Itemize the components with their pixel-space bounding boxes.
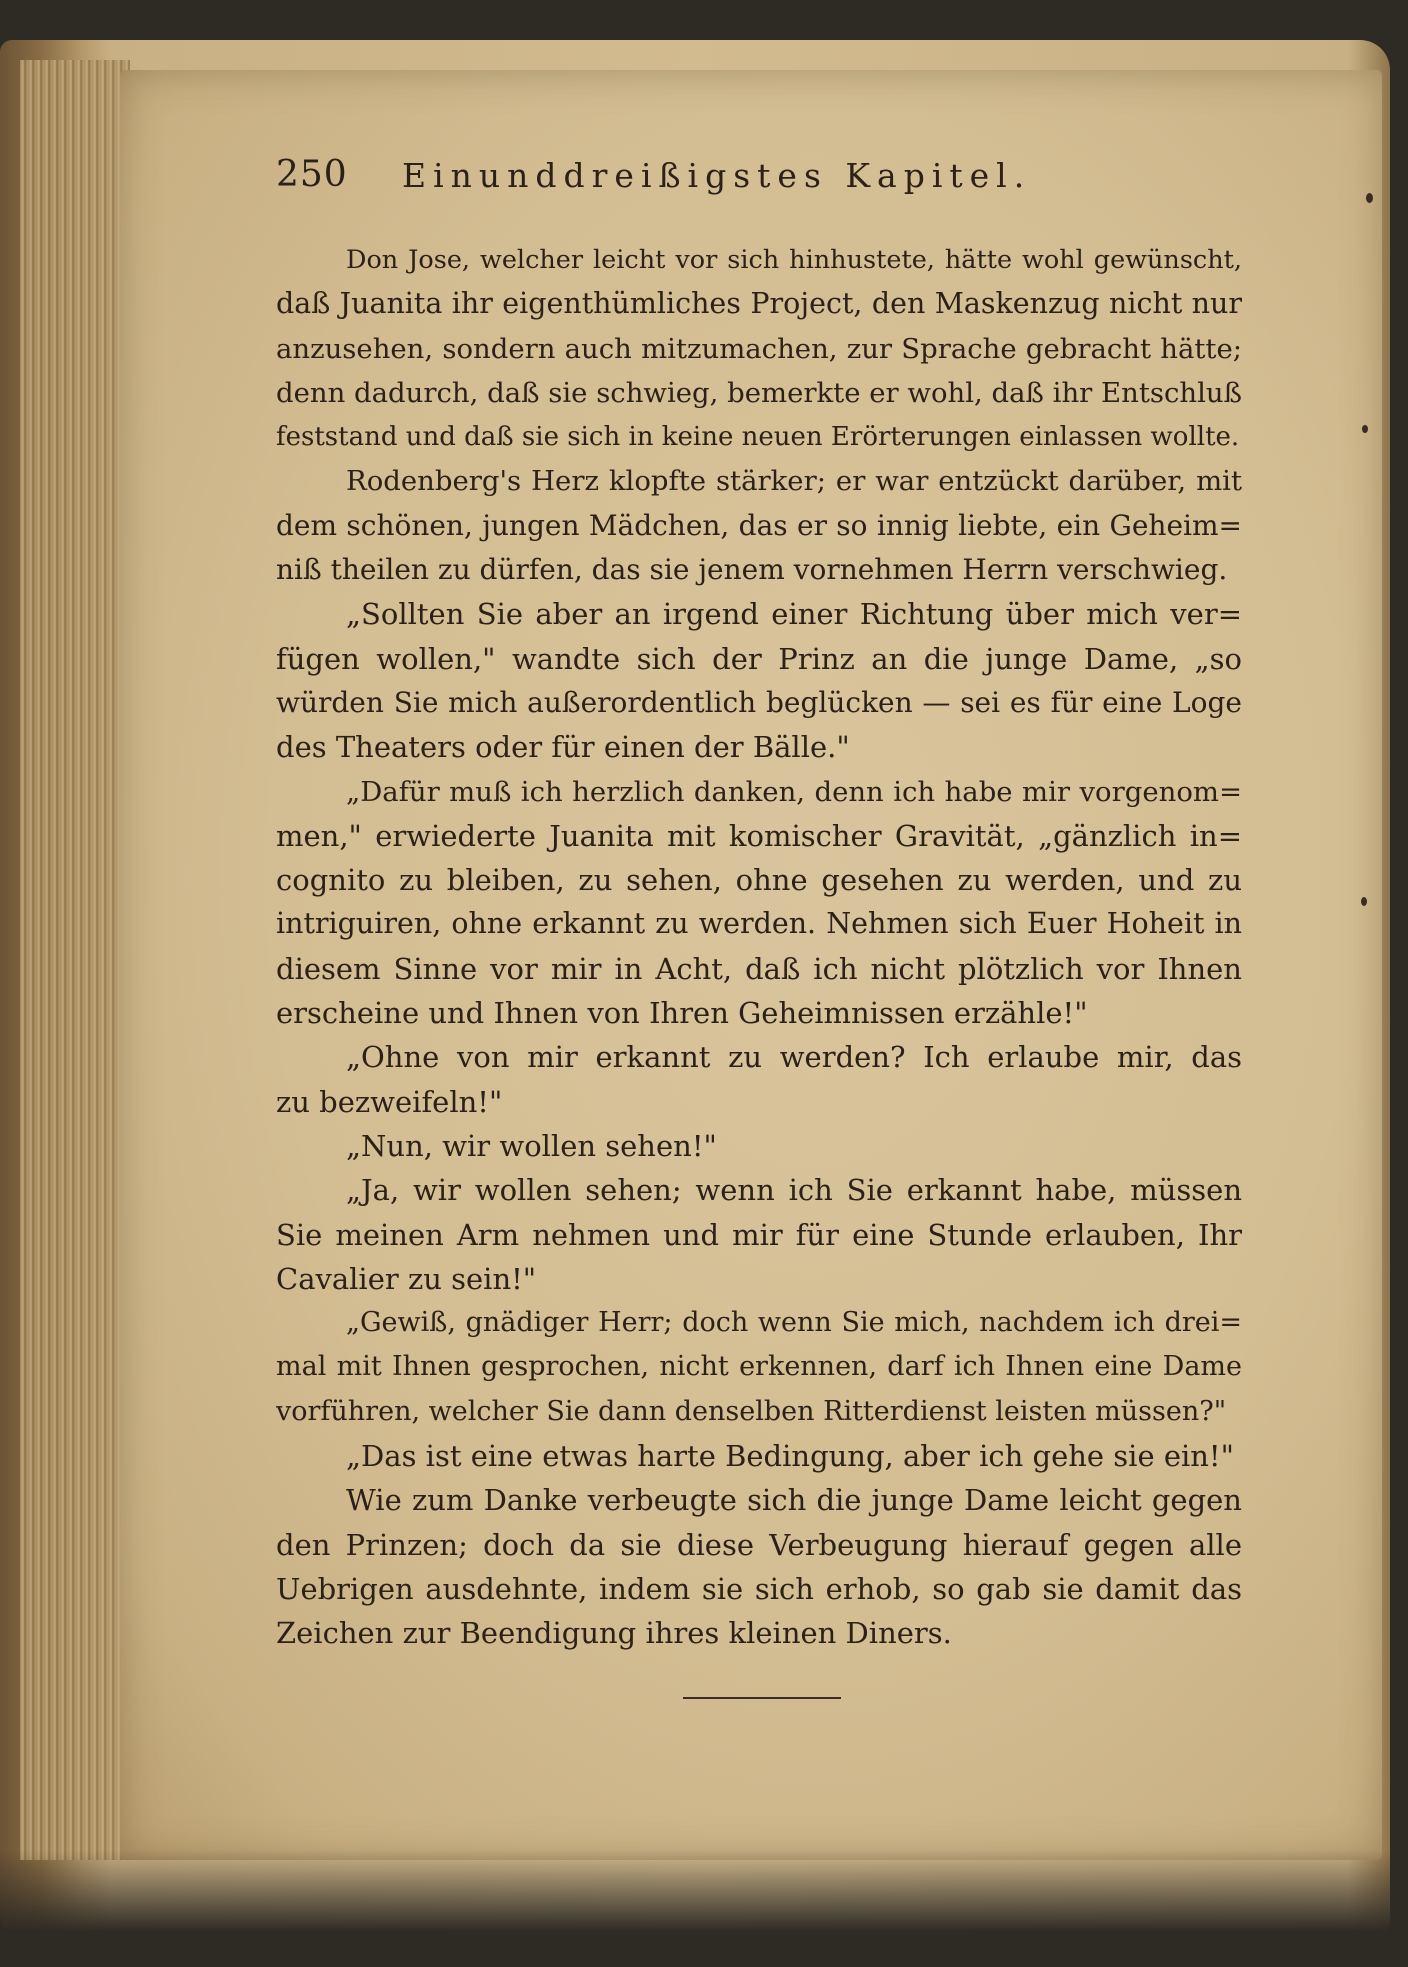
text-line: „Dafür muß ich herzlich danken, denn ich habe mir vorgenom=: [346, 775, 1242, 808]
text-line: „Das ist eine etwas harte Bedingung, aber ich gehe sie ein!": [346, 1439, 1234, 1474]
ink-speck: [1362, 425, 1368, 433]
text-line: men," erwiederte Juanita mit komischer Gravität, „gänzlich in=: [276, 818, 1242, 853]
text-line: „Ohne von mir erkannt zu werden? Ich erlaube mir, das: [346, 1040, 1242, 1075]
text-line: mal mit Ihnen gesprochen, nicht erkennen, darf ich Ihnen eine Dame: [276, 1351, 1242, 1383]
scan-bottom-shadow: [0, 1850, 1408, 1967]
text-line: des Theaters oder für einen der Bälle.": [276, 730, 850, 765]
text-line: denn dadurch, daß sie schwieg, bemerkte er wohl, daß ihr Entschluß: [276, 376, 1242, 409]
text-line: zu bezweifeln!": [276, 1084, 503, 1119]
text-line: cognito zu bleiben, zu sehen, ohne gesehen zu werden, und zu: [276, 863, 1242, 898]
ink-speck: [1361, 897, 1367, 906]
text-line: feststand und daß sie sich in keine neuen Erörterungen einlassen wollte.: [276, 422, 1240, 453]
text-line: würden Sie mich außerordentlich beglücken — sei es für eine Loge: [276, 685, 1242, 719]
text-line: vorführen, welcher Sie dann denselben Ritterdienst leisten müssen?": [276, 1395, 1227, 1427]
text-line: Uebrigen ausdehnte, indem sie sich erhob, so gab sie damit das: [276, 1571, 1242, 1606]
text-line: intriguiren, ohne erkannt zu werden. Nehmen sich Euer Hoheit in: [276, 907, 1242, 941]
text-line: „Sollten Sie aber an irgend einer Richtung über mich ver=: [346, 597, 1242, 632]
text-line: „Nun, wir wollen sehen!": [346, 1128, 717, 1163]
text-line: anzusehen, sondern auch mitzumachen, zur Sprache gebracht hätte;: [276, 332, 1242, 365]
running-head: Einunddreißigstes Kapitel.: [402, 156, 1032, 195]
text-line: niß theilen zu dürfen, das sie jenem vornehmen Herrn verschwieg.: [276, 553, 1228, 587]
page-stack-edges: [20, 60, 130, 1860]
page-header: [276, 154, 1276, 204]
text-line: „Gewiß, gnädiger Herr; doch wenn Sie mich, nachdem ich drei=: [346, 1307, 1242, 1339]
text-line: dem schönen, jungen Mädchen, das er so innig liebte, ein Geheim=: [276, 508, 1242, 542]
ink-speck: [1366, 193, 1373, 203]
text-line: diesem Sinne vor mir in Acht, daß ich nicht plötzlich vor Ihnen: [276, 951, 1242, 986]
text-line: fügen wollen," wandte sich der Prinz an die junge Dame, „so: [276, 641, 1242, 676]
text-line: Zeichen zur Beendigung ihres kleinen Diners.: [276, 1616, 952, 1651]
page-number: 250: [276, 154, 348, 195]
text-line: Sie meinen Arm nehmen und mir für eine Stunde erlauben, Ihr: [276, 1217, 1242, 1252]
text-line: Wie zum Danke verbeugte sich die junge Dame leicht gegen: [346, 1483, 1242, 1518]
text-line: Cavalier zu sein!": [276, 1261, 537, 1296]
end-of-chapter-rule: [683, 1697, 841, 1699]
body-text: [276, 238, 1242, 1656]
text-line: Rodenberg's Herz klopfte stärker; er war entzückt darüber, mit: [346, 465, 1242, 498]
text-line: Don Jose, welcher leicht vor sich hinhustete, hätte wohl gewünscht,: [346, 245, 1242, 275]
text-line: den Prinzen; doch da sie diese Verbeugung hierauf gegen alle: [276, 1527, 1242, 1562]
text-line: erscheine und Ihnen von Ihren Geheimnissen erzähle!": [276, 996, 1088, 1031]
text-line: daß Juanita ihr eigenthümliches Project, den Maskenzug nicht nur: [276, 287, 1242, 321]
text-line: „Ja, wir wollen sehen; wenn ich Sie erkannt habe, müssen: [346, 1173, 1242, 1208]
